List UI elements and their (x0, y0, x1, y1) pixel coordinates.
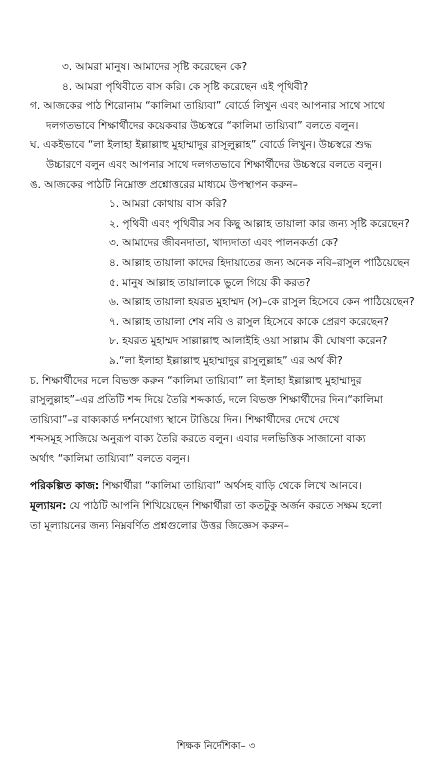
evaluation-text: যে পাঠটি আপনি শিখিয়েছেন শিক্ষার্থীরা তা কতটুকু অর্জন করতে সক্ষম হলো (66, 500, 382, 513)
paragraph-cha-cont: শব্দসমূহ সাজিয়ে অনুরূপ বাক্য তৈরি করতে বলুন। এবার দলভিত্তিক সাজানো বাক্য (30, 433, 366, 446)
paragraph-cha-cont: তায়্যিবা”–র বাক্যকার্ড দর্শনযোগ্য স্থানে টাঙিয়ে দিন। শিক্ষার্থীদের দেখে দেখে (30, 413, 340, 426)
evaluation (24, 497, 410, 517)
question-item: ৯.“লা ইলাহা ইল্লাল্লাহু মুহাম্মাদুর রাসুলুল্লাহ” এর অর্থ কী? (109, 354, 343, 367)
question-item: ৭. আল্লাহ তায়ালা শেষ নবি ও রাসুল হিসেবে কাকে প্রেরণ করেছেন? (109, 315, 389, 328)
question-item: ৫. মানুষ আল্লাহ তায়ালাকে ভুলে গিয়ে কী করত? (109, 276, 311, 289)
paragraph-ga: গ. আজকের পাঠ শিরোনাম “কালিমা তায়্যিবা” বোর্ডে লিখুন এবং আপনার সাথে সাথে (30, 100, 385, 113)
paragraph-cha-cont: অর্থাৎ “কালিমা তায়্যিবা” বলতে বলুন। (30, 452, 190, 465)
page-footer: শিক্ষক নির্দেশিকা– ৩ (176, 741, 256, 752)
paragraph-cha: চ. শিক্ষার্থীদের দলে বিভক্ত করুন “কালিমা তায়্যিবা” লা ইলাহা ইল্লাল্লাহু মুহাম্মাদুর (30, 374, 362, 387)
paragraph-gha: ঘ. একইভাবে “লা ইলাহা ইল্লাল্লাহু মুহাম্মাদুর রাসূলুল্লাহ” বোর্ডে লিখুন। উচ্চস্বরে শুদ্ধ (30, 139, 372, 152)
question-item: ৩. আমাদের জীবনদাতা, খাদ্যদাতা এবং পালনকর্তা কে? (109, 237, 339, 250)
paragraph-ga-cont: দলগতভাবে শিক্ষার্থীদের কয়েকবার উচ্চস্বরে “কালিমা তায়্যিবা” বলতে বলুন। (46, 119, 359, 132)
paragraph-uma: ঙ. আজকের পাঠটি নিম্নোক্ত প্রশ্নোত্তরের মাধ্যমে উপস্থাপন করুন– (30, 178, 298, 191)
planned-work-text: শিক্ষার্থীরা “কালিমা তায়্যিবা” অর্থসহ বাড়ি থেকে লিখে আনবে। (99, 480, 362, 493)
evaluation-label: মূল্যায়ন: (30, 500, 67, 513)
question-item: ৪. আল্লাহ তায়ালা কাদের হিদায়াতের জন্য অনেক নবি–রাসুল পাঠিয়েছেন (109, 256, 410, 269)
list-item: ৪. আমরা পৃথিবীতে বাস করি। কে সৃষ্টি করেছেন এই পৃথিবী? (62, 80, 309, 93)
paragraph-gha-cont: উচ্চারণে বলুন এবং আপনার সাথে দলগতভাবে শিক্ষার্থীদের উচ্চস্বরে বলতে বলুন। (46, 158, 382, 171)
question-item: ৬. আল্লাহ তায়ালা হযরত মুহাম্মদ (স)–কে রাসুল হিসেবে কেন পাঠিয়েছেন? (109, 296, 415, 309)
question-item: ২. পৃথিবী এবং পৃথিবীর সব কিছু আল্লাহ তায়ালা কার জন্য সৃষ্টি করেছেন? (109, 217, 410, 230)
question-item: ১. আমরা কোথায় বাস করি? (109, 198, 227, 211)
paragraph-cha-cont: রাসুলুল্লাহ”–এর প্রতিটি শব্দ দিয়ে তৈরি শব্দকার্ড, দলে বিভক্ত শিক্ষার্থীদের দিন।“কালিমা (30, 394, 383, 407)
list-item: ৩. আমরা মানুষ। আমাদের সৃষ্টি করেছেন কে? (62, 61, 247, 73)
planned-work (24, 477, 410, 497)
planned-work-label: পরিকল্পিত কাজ: (30, 480, 99, 493)
question-item: ৮. হযরত মুহাম্মদ সাল্লাল্লাহু আলাইহি ওয়া সাল্লাম কী ঘোষণা করেন? (109, 335, 388, 348)
evaluation-cont: তা মূল্যায়নের জন্য নিম্নবর্ণিত প্রশ্নগুলোর উত্তর জিজ্ঞেস করুন– (30, 519, 289, 532)
